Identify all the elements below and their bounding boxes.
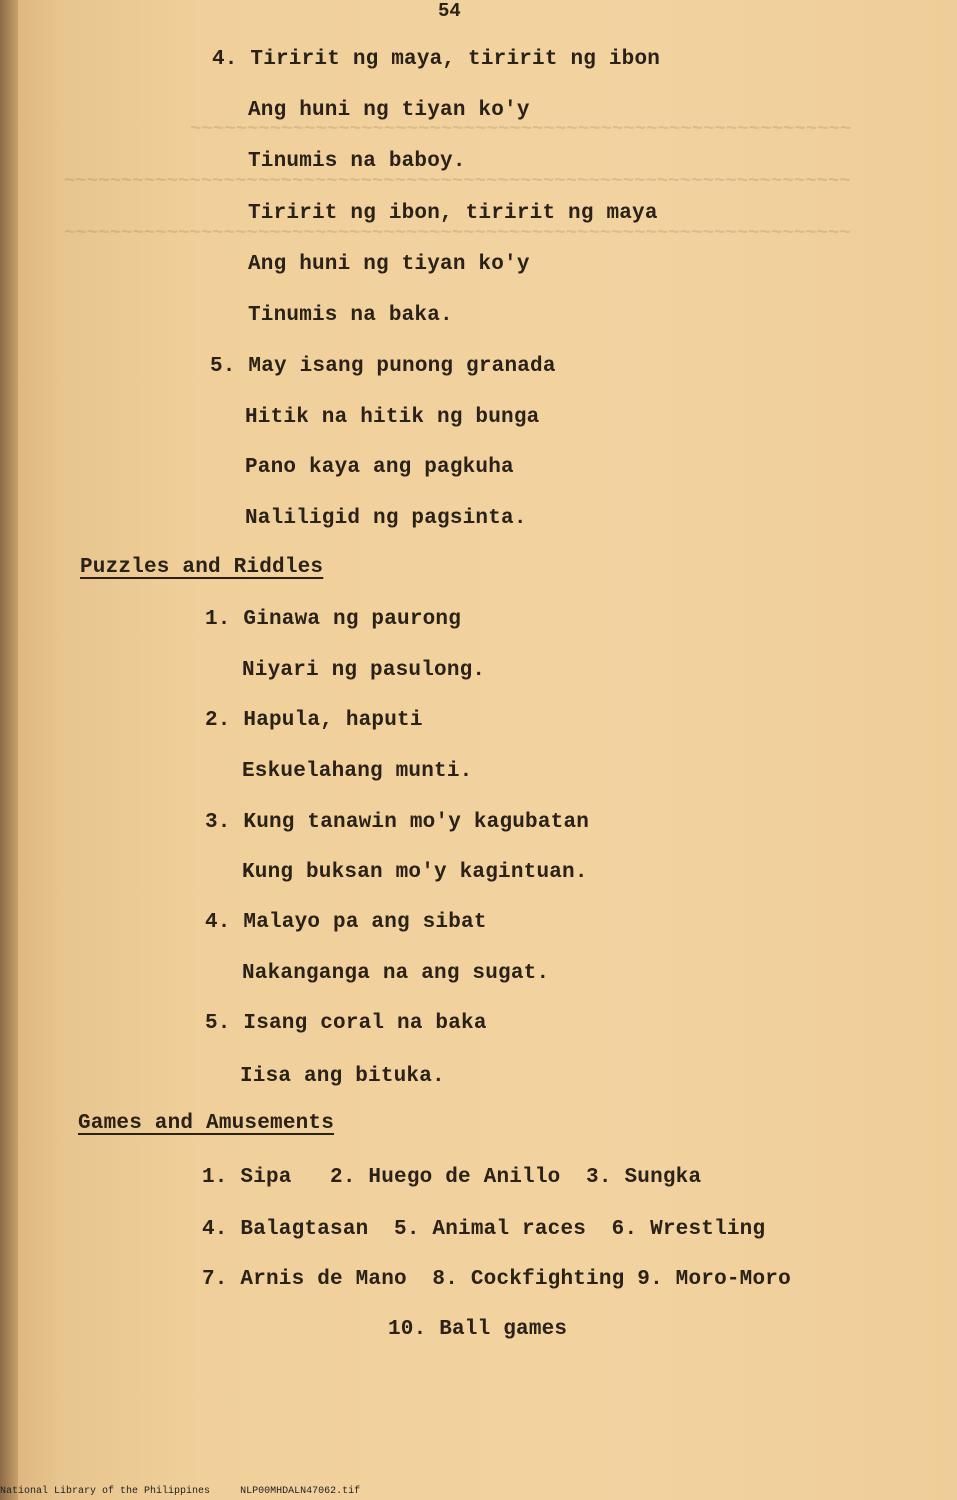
poem4-line-5: Ang huni ng tiyan ko'y — [248, 253, 530, 276]
games-line-1: 1. Sipa 2. Huego de Anillo 3. Sungka — [202, 1166, 702, 1189]
games-line-4: 10. Ball games — [388, 1318, 568, 1341]
poem4-line-3: Tinumis na baboy. — [248, 150, 466, 173]
riddle-3-line-1: 3. Kung tanawin mo'y kagubatan — [205, 811, 590, 834]
riddle-5-line-1: 5. Isang coral na baka — [205, 1012, 487, 1035]
riddle-4-line-1: 4. Malayo pa ang sibat — [205, 911, 487, 934]
games-line-3: 7. Arnis de Mano 8. Cockfighting 9. Moro-Moro — [202, 1268, 791, 1291]
riddle-2-line-2: Eskuelahang munti. — [242, 760, 473, 783]
book-spine-shadow — [0, 0, 18, 1500]
footer-file: NLP00MHDALN47062.tif — [240, 1486, 361, 1497]
poem5-line-3: Pano kaya ang pagkuha — [245, 456, 514, 479]
poem4-line-2: Ang huni ng tiyan ko'y — [248, 99, 530, 122]
puzzles-heading: Puzzles and Riddles — [80, 556, 324, 579]
page-number: 54 — [438, 0, 461, 22]
poem5-line-2: Hitik na hitik ng bunga — [245, 406, 540, 429]
footer-library: National Library of the Philippines — [0, 1486, 211, 1497]
riddle-1-line-2: Niyari ng pasulong. — [242, 659, 486, 682]
scan-footer — [0, 1486, 384, 1497]
poem4-line-6: Tinumis na baka. — [248, 304, 453, 327]
riddle-4-line-2: Nakanganga na ang sugat. — [242, 962, 550, 985]
riddle-1-line-1: 1. Ginawa ng paurong — [205, 608, 462, 631]
bleed-through-text: ~~~~~~~~~~~~~~~~~~~~~~~~~~~~~~~~~~~~~~~~~~~~~~~~~~~~~~~~~~ — [190, 118, 852, 140]
riddle-3-line-2: Kung buksan mo'y kagintuan. — [242, 861, 588, 884]
riddle-2-line-1: 2. Hapula, haputi — [205, 709, 423, 732]
poem5-line-4: Naliligid ng pagsinta. — [245, 507, 527, 530]
poem4-line-4: Tiririt ng ibon, tiririt ng maya — [248, 202, 658, 225]
games-heading: Games and Amusements — [78, 1112, 335, 1135]
riddle-5-line-2: Iisa ang bituka. — [240, 1065, 445, 1088]
poem5-line-1: 5. May isang punong granada — [210, 355, 556, 378]
poem4-line-1: 4. Tiririt ng maya, tiririt ng ibon — [212, 48, 661, 71]
games-line-2: 4. Balagtasan 5. Animal races 6. Wrestling — [202, 1218, 766, 1241]
bleed-through-text: ~~~~~~~~~~~~~~~~~~~~~~~~~~~~~~~~~~~~~~~~~~~~~~~~~~~~~~~~~~~~~~~~~~~~~ — [64, 170, 851, 192]
bleed-through-text: ~~~~~~~~~~~~~~~~~~~~~~~~~~~~~~~~~~~~~~~~~~~~~~~~~~~~~~~~~~~~~~~~~~~~~ — [64, 222, 851, 244]
